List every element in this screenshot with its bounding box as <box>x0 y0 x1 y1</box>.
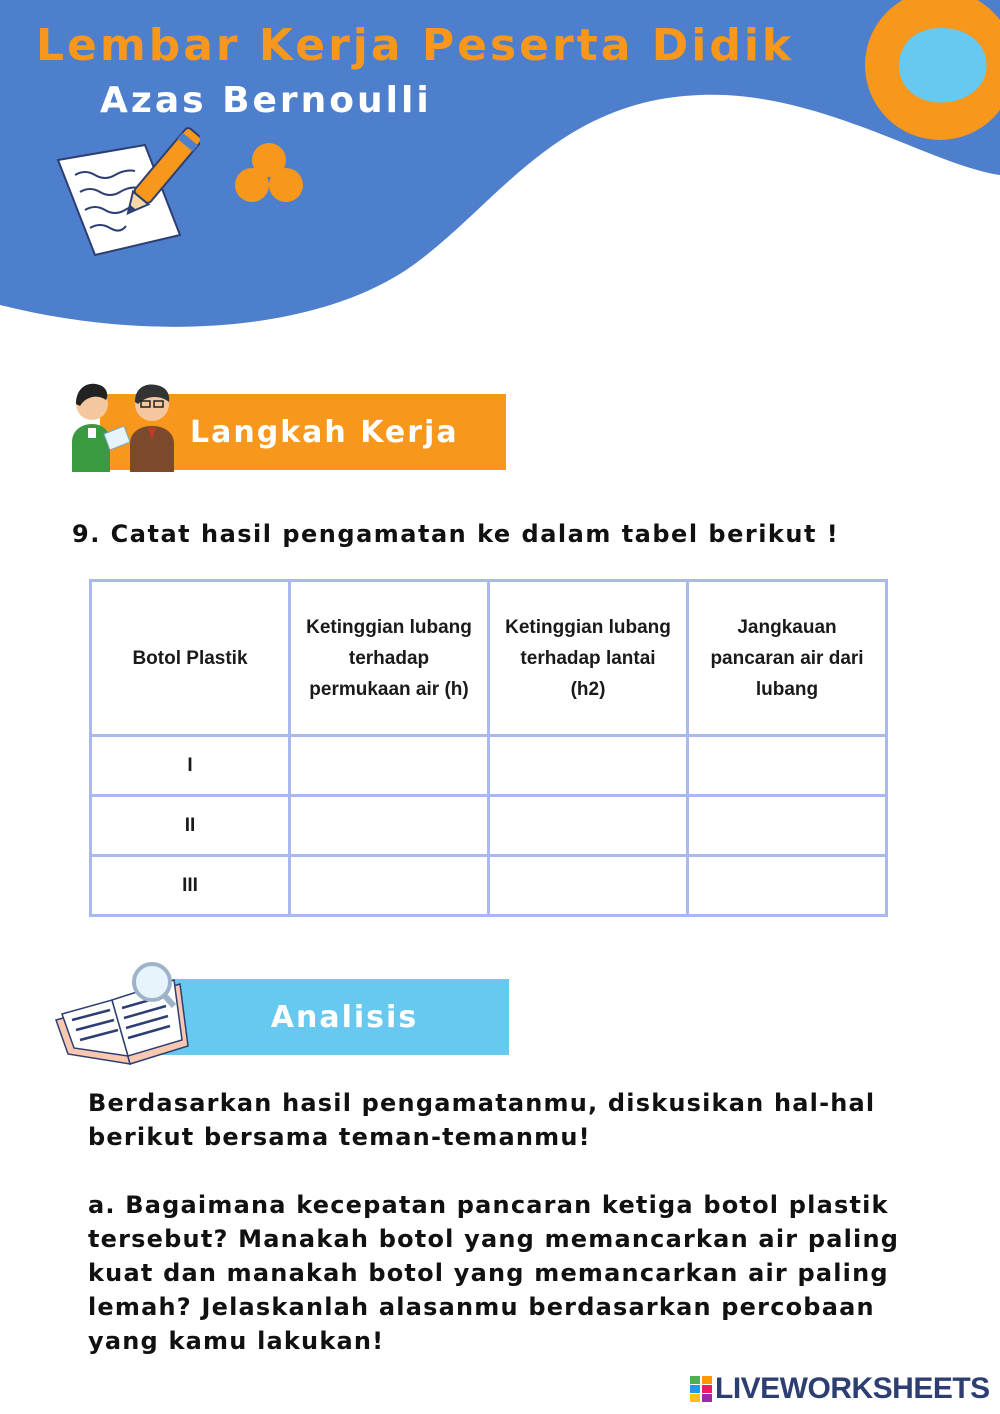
table-cell-input[interactable] <box>489 796 688 856</box>
liveworksheets-logo <box>690 1372 990 1406</box>
table-cell-input[interactable] <box>290 856 489 916</box>
observation-table <box>89 579 888 917</box>
paper-pen-icon <box>50 120 200 260</box>
trefoil-decoration-icon <box>232 140 307 205</box>
row-label: III <box>91 856 290 916</box>
analysis-intro: Berdasarkan hasil pengamatanmu, diskusikan hal-hal berikut bersama teman-temanmu! <box>88 1089 876 1151</box>
row-label: II <box>91 796 290 856</box>
analisis-banner <box>160 979 509 1055</box>
worksheet-title: Lembar Kerja Peserta Didik <box>36 20 795 71</box>
header-ketinggian-permukaan: Ketinggian lubang terhadap permukaan air (h) <box>290 581 489 736</box>
table-header-row <box>91 581 887 736</box>
table-cell-input[interactable] <box>290 796 489 856</box>
header-ketinggian-lantai: Ketinggian lubang terhadap lantai (h2) <box>489 581 688 736</box>
table-cell-input[interactable] <box>688 856 887 916</box>
table-row <box>91 856 887 916</box>
liveworksheets-grid-icon <box>690 1376 712 1402</box>
header-botol-plastik: Botol Plastik <box>91 581 290 736</box>
table-cell-input[interactable] <box>688 796 887 856</box>
open-book-magnifier-icon <box>52 958 192 1068</box>
analysis-question-a: a. Bagaimana kecepatan pancaran ketiga botol plastik tersebut? Manakah botol yang memancarkan air paling kuat dan manakah botol yang memancarkan air paling lemah? Jelaskanlah alasanmu berdasarkan percobaan yang kamu lakukan! <box>88 1191 900 1355</box>
row-label: I <box>91 736 290 796</box>
table-cell-input[interactable] <box>489 856 688 916</box>
analisis-label: Analisis <box>270 999 419 1035</box>
table-cell-input[interactable] <box>489 736 688 796</box>
table-row <box>91 736 887 796</box>
table-row <box>91 796 887 856</box>
two-people-discussing-icon <box>68 376 183 472</box>
langkah-kerja-label: Langkah Kerja <box>190 414 459 450</box>
worksheet-subtitle: Azas Bernoulli <box>100 80 432 121</box>
table-cell-input[interactable] <box>688 736 887 796</box>
instruction-text: 9. Catat hasil pengamatan ke dalam tabel berikut ! <box>72 520 840 548</box>
liveworksheets-brand-text: LIVEWORKSHEETS <box>715 1372 990 1405</box>
table-cell-input[interactable] <box>290 736 489 796</box>
header-jangkauan: Jangkauan pancaran air dari lubang <box>688 581 887 736</box>
